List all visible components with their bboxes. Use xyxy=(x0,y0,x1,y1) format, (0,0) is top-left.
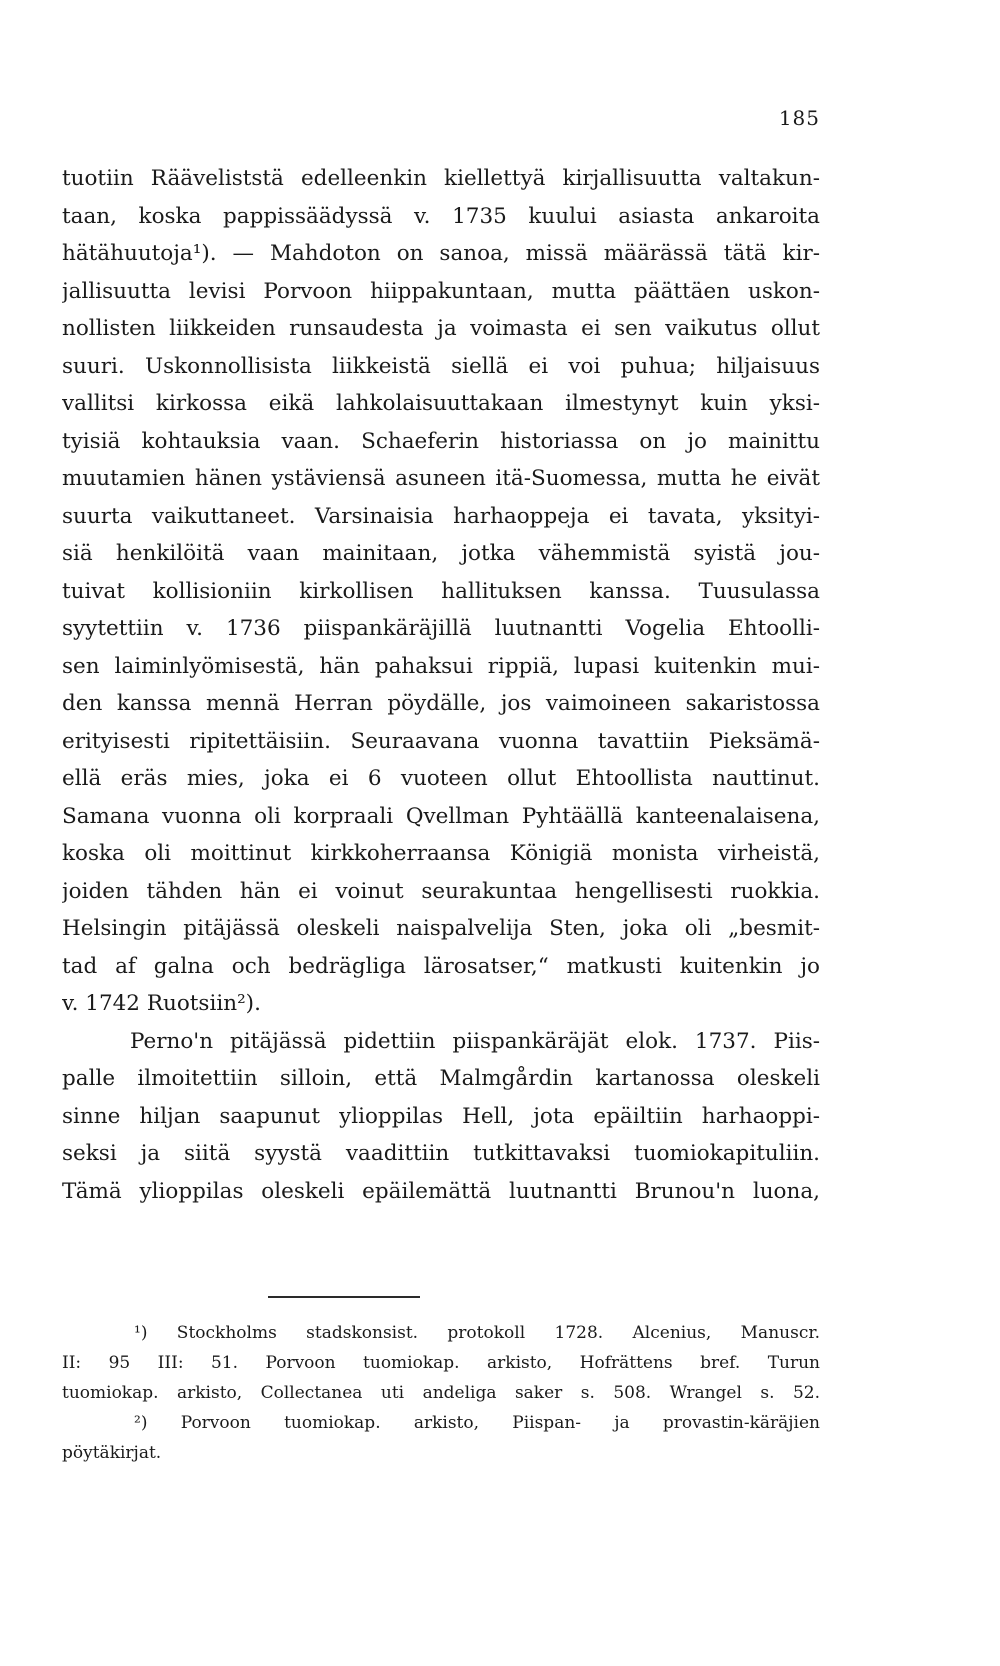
text-line: suurta vaikuttaneet. Varsinaisia harhaoppeja ei tavata, yksityi- xyxy=(62,503,820,529)
text-line: hätähuutoja¹). — Mahdoton on sanoa, missä määrässä tätä kir- xyxy=(62,241,820,266)
footnote-line: II: 95 III: 51. Porvoon tuomiokap. arkisto, Hofrättens bref. Turun xyxy=(62,1353,820,1373)
text-line: v. 1742 Ruotsiin²). xyxy=(62,991,261,1016)
text-line: Helsingin pitäjässä oleskeli naispalvelija Sten, joka oli „besmit- xyxy=(62,916,820,941)
text-line: koska oli moittinut kirkkoherraansa Königiä monista virheistä, xyxy=(62,841,820,866)
text-line: Samana vuonna oli korpraali Qvellman Pyhtäällä kanteenalaisena, xyxy=(62,803,820,829)
text-line: Perno'n pitäjässä pidettiin piispankäräjät elok. 1737. Piis- xyxy=(130,1028,820,1054)
text-line: tyisiä kohtauksia vaan. Schaeferin historiassa on jo mainittu xyxy=(62,428,820,454)
text-line: joiden tähden hän ei voinut seurakuntaa hengellisesti ruokkia. xyxy=(62,878,820,904)
text-line: erityisesti ripitettäisiin. Seuraavana vuonna tavattiin Pieksämä- xyxy=(62,728,820,754)
text-line: seksi ja siitä syystä vaadittiin tutkittavaksi tuomiokapituliin. xyxy=(62,1141,820,1166)
text-line: nollisten liikkeiden runsaudesta ja voimasta ei sen vaikutus ollut xyxy=(62,316,820,341)
body-text xyxy=(62,160,820,1210)
text-line: ellä eräs mies, joka ei 6 vuoteen ollut Ehtoollista nauttinut. xyxy=(62,766,820,791)
footnote-divider xyxy=(268,1296,420,1298)
footnote-line: pöytäkirjat. xyxy=(62,1443,162,1463)
text-line: taan, koska pappissäädyssä v. 1735 kuului asiasta ankaroita xyxy=(62,203,820,229)
text-line: tuivat kollisioniin kirkollisen hallituksen kanssa. Tuusulassa xyxy=(62,578,820,604)
text-line: tuotiin Rääveliststä edelleenkin kiellettyä kirjallisuutta valtakun- xyxy=(62,166,820,191)
text-line: den kanssa mennä Herran pöydälle, jos vaimoineen sakaristossa xyxy=(62,691,820,716)
text-line: tad af galna och bedrägliga lärosatser,“ matkusti kuitenkin jo xyxy=(62,953,820,979)
footnote-line: ¹) Stockholms stadskonsist. protokoll 1728. Alcenius, Manuscr. xyxy=(134,1323,820,1343)
text-line: suuri. Uskonnollisista liikkeistä siellä ei voi puhua; hiljaisuus xyxy=(62,353,820,379)
text-line: sinne hiljan saapunut ylioppilas Hell, jota epäiltiin harhaoppi- xyxy=(62,1103,820,1129)
text-line: palle ilmoitettiin silloin, että Malmgårdin kartanossa oleskeli xyxy=(62,1066,820,1091)
text-line: jallisuutta levisi Porvoon hiippakuntaan, mutta päättäen uskon- xyxy=(62,278,820,304)
text-line: sen laiminlyömisestä, hän pahaksui rippiä, lupasi kuitenkin mui- xyxy=(62,653,820,679)
footnotes xyxy=(62,1318,820,1468)
text-line: muutamien hänen ystäviensä asuneen itä-Suomessa, mutta he eivät xyxy=(62,466,820,491)
footnote-line: tuomiokap. arkisto, Collectanea uti andeliga saker s. 508. Wrangel s. 52. xyxy=(62,1383,820,1403)
page-number: 185 xyxy=(778,106,820,130)
text-line: vallitsi kirkossa eikä lahkolaisuuttakaan ilmestynyt kuin yksi- xyxy=(62,391,820,416)
text-line: syytettiin v. 1736 piispankäräjillä luutnantti Vogelia Ehtoolli- xyxy=(62,616,820,641)
text-line: Tämä ylioppilas oleskeli epäilemättä luutnantti Brunou'n luona, xyxy=(62,1178,820,1204)
footnote-line: ²) Porvoon tuomiokap. arkisto, Piispan- ja provastin-käräjien xyxy=(134,1413,820,1433)
text-line: siä henkilöitä vaan mainitaan, jotka vähemmistä syistä jou- xyxy=(62,541,820,566)
